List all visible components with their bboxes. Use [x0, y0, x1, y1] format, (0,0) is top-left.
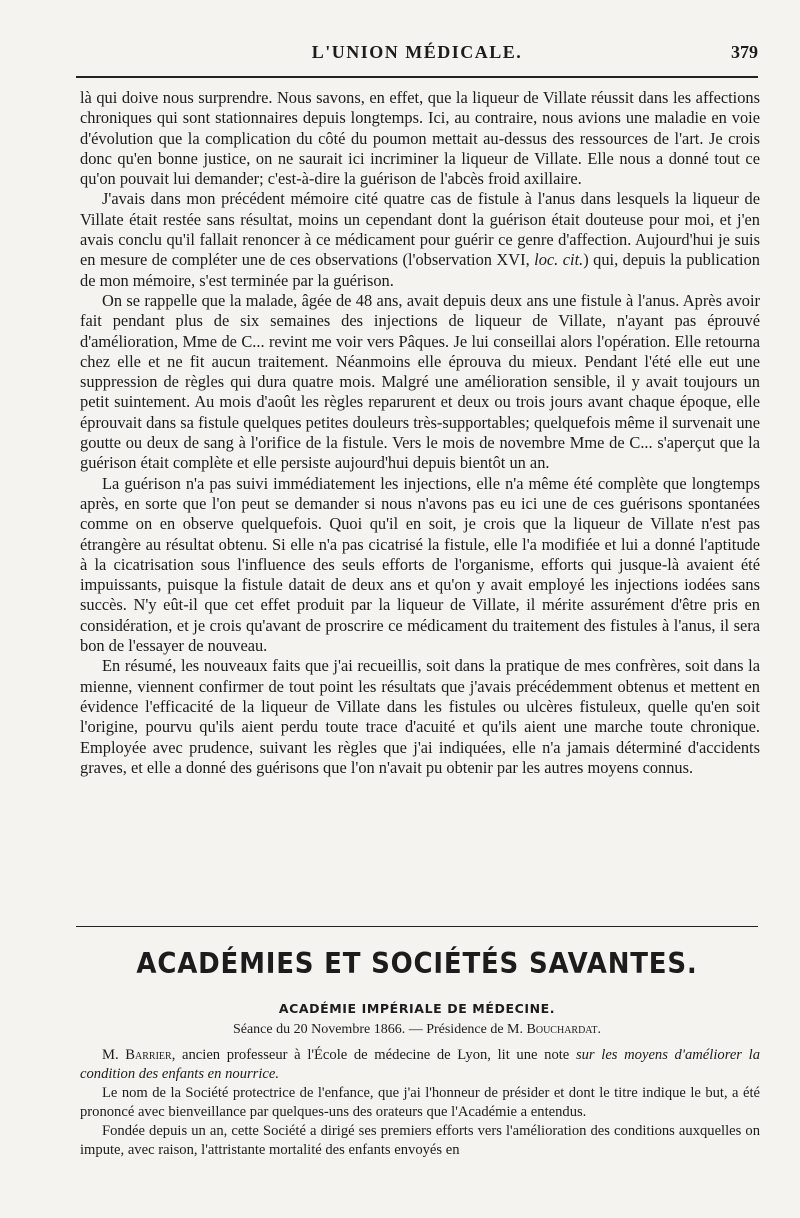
running-head [76, 42, 758, 68]
section-heading: ACADÉMIES ET SOCIÉTÉS SAVANTES. [136, 947, 698, 981]
paragraph-2-text-a: J'avais dans mon précédent mémoire cité quatre cas de fistule à l'anus dans lesquels la liqueur de Villate était restée sans résultat, moins un cependant dont la guérison était douteuse pour moi, et j'en avais conclu qu'il fallait renoncer à ce médicament pour guérir ce genre d'affection. Aujourd'hui je suis en mesure de compléter une de ces observations (l'observation XVI, [80, 189, 760, 270]
academy-subheading: ACADÉMIE IMPÉRIALE DE MÉDECINE. [278, 1001, 556, 1016]
session-president: Bouchardat [526, 1022, 598, 1037]
paragraph-4: La guérison n'a pas suivi immédiatement les injections, elle n'a même été complète que longtemps après, en sorte que l'on peut se demander si nous n'avons pas eu ici une de ces guérisons spontanées comme on en observe quelquefois. Quoi qu'il en soit, je crois que la liqueur de Villate n'est pas étrangère au résultat obtenu. Si elle n'a pas cicatrisé la fistule, elle l'a modifiée et lui a donné l'aptitude à la cicatrisation sous l'influence des seuls efforts de l'organisme, efforts qui jusque-là avaient été impuissants, puisque la fistule datait de deux ans et qu'on y avait employé les injections iodées sans succès. N'y eût-il que cet effet produit par la liqueur de Villate, il mérite assurément d'être pris en considération, et je crois qu'avant de proscrire ce médicament du traitement des fistules à l'anus, il sera bon de l'essayer de nouveau. [80, 473, 760, 656]
running-title: L'UNION MÉDICALE. [311, 42, 523, 62]
note-title: sur les moyens d'améliorer la condition des enfants en nourrice. [80, 1047, 760, 1082]
session-date: Séance du 20 Novembre 1866. — Présidence de M. [232, 1022, 527, 1037]
paragraph-1: là qui doive nous surprendre. Nous savons, en effet, que la liqueur de Villate réussit dans les affections chroniques qui sont stationnaires depuis longtemps. Ici, au contraire, nous avions une maladie en voie d'évolution que la complication du côté du poumon mettait au-dessus des ressources de l'art. Je crois donc qu'en bonne justice, on ne saurait ici incriminer la liqueur de Villate. Elle nous a donné tout ce qu'on pouvait lui demander; c'est-à-dire la guérison de l'abcès froid axillaire. [80, 88, 760, 189]
session-suffix: . [597, 1022, 602, 1037]
article-body [80, 88, 760, 778]
academy-paragraph-1 [80, 1046, 760, 1084]
header-rule [76, 76, 758, 78]
section-rule [76, 926, 758, 927]
session-line [76, 1022, 758, 1038]
academy-paragraph-1-text: , ancien professeur à l'École de médecine de Lyon, lit une note [171, 1047, 576, 1063]
speaker-prefix: M. [102, 1047, 126, 1063]
paragraph-2-text-b: ) qui, depuis la publication de mon mémoire, s'est terminée par la guérison. [80, 250, 760, 290]
academy-paragraph-2: Le nom de la Société protectrice de l'enfance, que j'ai l'honneur de présider et dont le titre indique le but, a été prononcé avec bienveillance par quelques-uns des orateurs que l'Académie a entendus. [80, 1085, 760, 1120]
paragraph-2 [80, 189, 760, 290]
academy-paragraph-3: Fondée depuis un an, cette Société a dirigé ses premiers efforts vers l'amélioration des conditions auxquelles on impute, avec raison, l'attristante mortalité des enfants envoyés en [80, 1123, 760, 1158]
paragraph-3: On se rappelle que la malade, âgée de 48 ans, avait depuis deux ans une fistule à l'anus. Après avoir fait pendant plus de six semaines des injections de liqueur de Villate, n'ayant pas éprouvé d'amélioration, Mme de C... revint me voir vers Pâques. Je lui conseillai alors l'opération. Elle retourna chez elle et ne fit aucun traitement. Néanmoins elle éprouva du mieux. Pendant l'été elle eut une suppression de règles qui dura quatre mois. Malgré une amélioration sensible, il y avait toujours un petit suintement. Au mois d'août les règles reparurent et deux ou trois jours avant chaque époque, elle éprouvait dans sa fistule quelques petites douleurs très-supportables; quelquefois même il survenait une goutte ou deux de sang à l'orifice de la fistule. Vers le mois de novembre Mme de C... s'aperçut que la guérison était complète et elle persiste aujourd'hui depuis bientôt un an. [80, 290, 760, 473]
academy-body [80, 1046, 760, 1160]
citation-reference: loc. cit. [534, 250, 584, 270]
speaker-name: Barrier [125, 1047, 172, 1063]
page-number: 379 [731, 42, 758, 62]
paragraph-5: En résumé, les nouveaux faits que j'ai recueillis, soit dans la pratique de mes confrères, soit dans la mienne, viennent confirmer de tout point les résultats que j'avais précédemment obtenus et mettent en évidence l'efficacité de la liqueur de Villate dans les fistules ou ulcères fistuleux, quelle qu'en soit l'origine, pourvu qu'ils aient perdu toute trace d'acuité et qu'ils aient une marche toute chronique. Employée avec prudence, suivant les règles que j'ai indiquées, elle n'a jamais déterminé d'accidents graves, et elle a donné des guérisons que l'on n'avait pu obtenir par les autres moyens connus. [80, 656, 760, 777]
